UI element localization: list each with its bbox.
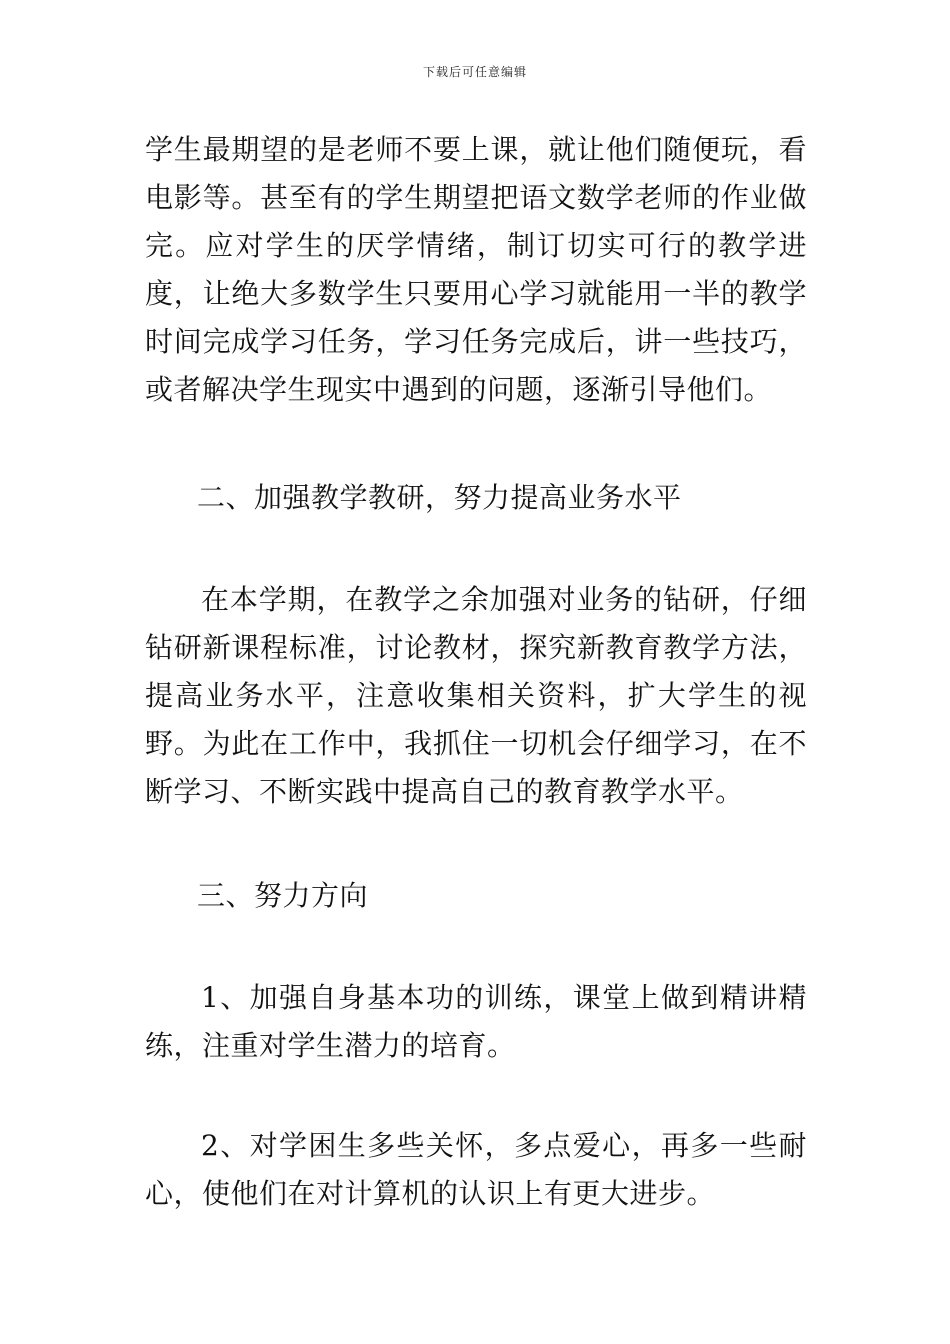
section-heading-2: 二、加强教学教研，努力提高业务水平	[197, 481, 682, 514]
section-heading-3: 三、努力方向	[197, 879, 369, 912]
list-item-2: 2、对学困生多些关怀，多点爱心，再多一些耐心，使他们在对计算机的认识上有更大进步。	[145, 1129, 807, 1210]
paragraph-section-2: 在本学期，在教学之余加强对业务的钻研，仔细钻研新课程标准，讨论教材，探究新教育教学方法，提高业务水平，注意收集相关资料，扩大学生的视野。为此在工作中，我抓住一切机会仔细学习，在不断学习、不断实践中提高自己的教育教学水平。	[145, 583, 807, 808]
header-note: 下载后可任意编辑	[422, 65, 527, 79]
list-item-1: 1、加强自身基本功的训练，课堂上做到精讲精练，注重对学生潜力的培育。	[145, 981, 807, 1062]
paragraph-continued: 学生最期望的是老师不要上课，就让他们随便玩，看电影等。甚至有的学生期望把语文数学老师的作业做完。应对学生的厌学情绪，制订切实可行的教学进度，让绝大多数学生只要用心学习就能用一半的教学时间完成学习任务，学习任务完成后，讲一些技巧，或者解决学生现实中遇到的问题，逐渐引导他们。	[145, 133, 807, 406]
